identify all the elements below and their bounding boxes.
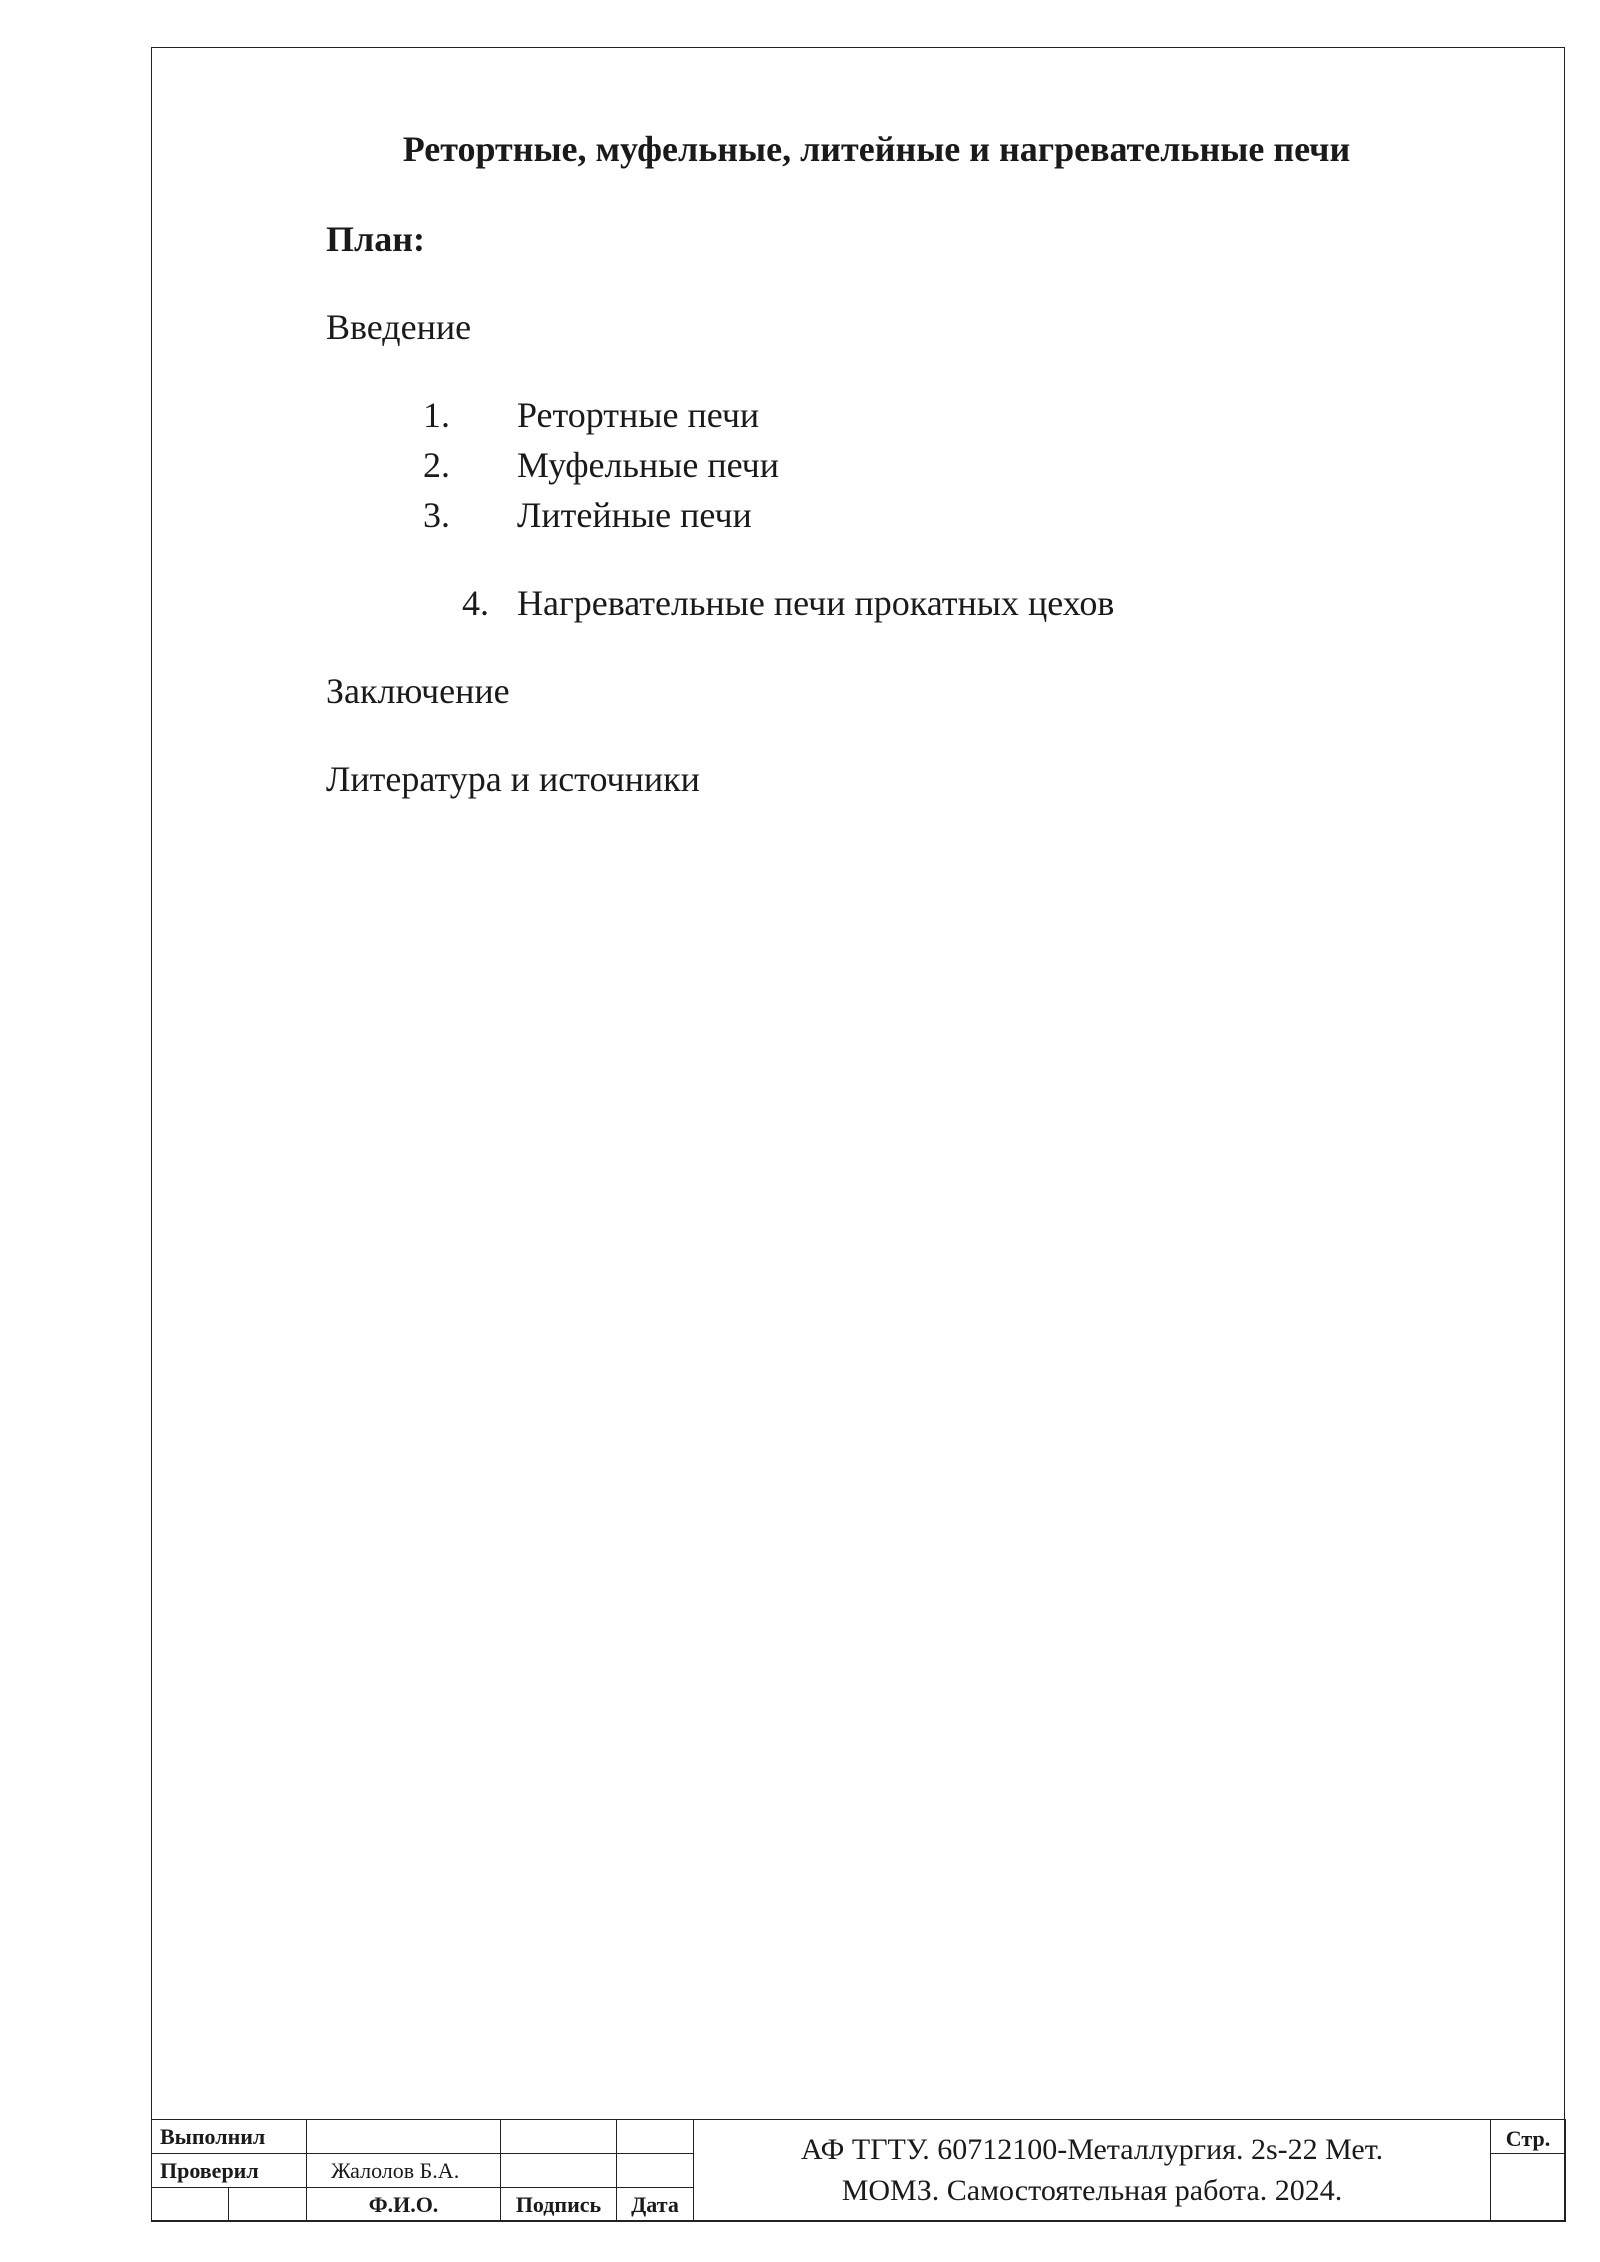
performed-label: Выполнил	[152, 2120, 307, 2154]
signature-label: Подпись	[501, 2188, 617, 2222]
plan-item-number: 2.	[423, 445, 450, 485]
document-designation	[694, 2120, 1491, 2222]
page-label: Стр.	[1491, 2120, 1566, 2154]
references-line: Литература и источники	[326, 759, 700, 799]
blank-cell	[152, 2188, 229, 2222]
plan-item-label: Муфельные печи	[517, 445, 780, 485]
checked-date-cell	[617, 2154, 694, 2188]
date-label: Дата	[617, 2188, 694, 2222]
checked-label: Проверил	[152, 2154, 307, 2188]
plan-item-number: 3.	[423, 495, 450, 535]
page-frame	[151, 47, 1565, 2221]
plan-heading: План:	[326, 219, 425, 259]
plan-item-label: Нагревательные печи прокатных цехов	[517, 583, 1115, 623]
plan-item-number: 4.	[462, 583, 489, 623]
plan-item-number: 1.	[423, 395, 450, 435]
performed-signature-cell	[501, 2120, 617, 2154]
page-number-cell	[1491, 2154, 1566, 2222]
title-block-stamp	[151, 2119, 1566, 2222]
checked-signature-cell	[501, 2154, 617, 2188]
performed-date-cell	[617, 2120, 694, 2154]
plan-item-label: Литейные печи	[517, 495, 752, 535]
checked-name: Жалолов Б.А.	[307, 2154, 501, 2188]
plan-item-label: Ретортные печи	[517, 395, 760, 435]
designation-line-1: АФ ТГТУ. 60712100-Металлургия. 2s-22 Мет.	[800, 2133, 1384, 2166]
performed-name-cell	[307, 2120, 501, 2154]
introduction-line: Введение	[326, 307, 472, 347]
blank-cell	[229, 2188, 307, 2222]
designation-line-2: МОМЗ. Самостоятельная работа. 2024.	[841, 2173, 1343, 2207]
conclusion-line: Заключение	[326, 671, 510, 711]
fio-label: Ф.И.О.	[307, 2188, 501, 2222]
document-title: Ретортные, муфельные, литейные и нагревательные печи	[402, 129, 1351, 169]
